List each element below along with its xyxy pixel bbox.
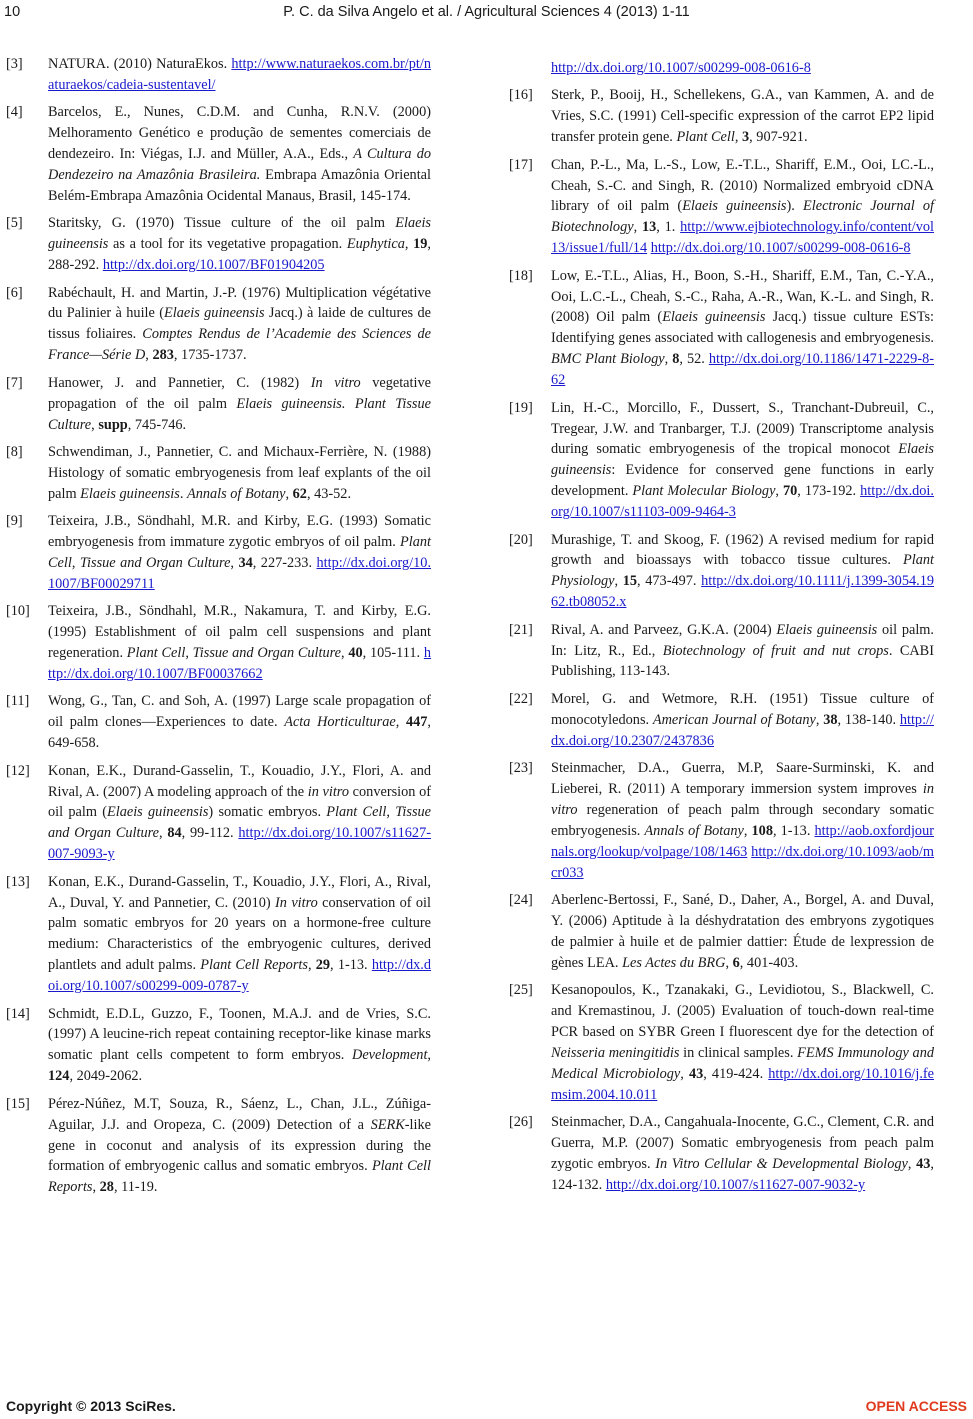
reference-text <box>551 398 934 523</box>
reference-italic-text: Euphytica <box>346 236 405 253</box>
reference-italic-text: FEMS Immunology and Medical Microbiology <box>551 1044 934 1082</box>
reference-italic-text: American Journal of Botany <box>652 711 816 728</box>
reference-entry <box>509 980 934 1105</box>
reference-text-part: : Evidence for conserved gene functions in early development. <box>551 462 934 500</box>
reference-italic-text: Tissue and Organ Culture <box>79 554 231 571</box>
reference-italic-text: Acta Horticulturae <box>284 714 396 731</box>
reference-volume: 43 <box>916 1155 931 1172</box>
reference-volume: 19 <box>413 236 428 253</box>
reference-text-part: , <box>341 645 349 662</box>
reference-text-part: Hanower, J. and Pannetier, C. (1982) <box>48 374 311 391</box>
reference-entry <box>6 872 431 997</box>
reference-text-part: Kesanopoulos, K., Tzanakaki, G., Levidiotou, S., Blackwell, C. and Kremastinou, J. (2005) Evaluation of touch-down real-time PCR based on SYBR Green I fluorescent dye for the detection of <box>551 982 934 1040</box>
reference-text <box>48 761 431 866</box>
reference-volume: supp <box>98 416 128 433</box>
reference-italic-text: Comptes Rendus de l’Academie des Sciences de France—Série D <box>48 326 431 364</box>
reference-text-part: , <box>734 129 742 146</box>
reference-number: [23] <box>509 760 533 777</box>
reference-text-part: , <box>230 554 239 571</box>
reference-text-part: , <box>92 1179 100 1196</box>
reference-text <box>48 442 431 505</box>
reference-text-part: , 124-132. <box>551 1155 934 1193</box>
reference-entry <box>6 511 431 595</box>
reference-text-part: Sterk, P., Booij, H., Schellekens, G.A., van Kammen, A. and de Vries, S.C. (1991) Cell-specific expression of the carrot EP2 lipid transfer protein gene. <box>551 87 934 146</box>
reference-entry <box>509 530 934 614</box>
reference-text-part: Rabéchault, H. and Martin, J.-P. (1976) Multiplication végétative du Palinier à huile ( <box>48 284 431 322</box>
reference-italic-text: Plant Cell <box>126 645 186 662</box>
reference-number: [11] <box>6 693 30 710</box>
reference-text-part: , 1-13. <box>330 957 372 974</box>
reference-text-part: Barcelos, E., Nunes, C.D.M. and Cunha, R.N.V. (2000) Melhoramento Genético e produção de sementes comerciais de dendezeiro. In: Viégas, I.J. and Müller, A.A., Eds., <box>48 104 431 163</box>
reference-text-part: NATURA. (2010) NaturaEkos. <box>48 56 232 72</box>
reference-link[interactable]: http://www.ejbiotechnology.info/content/vol13/issue1/full/14 <box>551 219 934 257</box>
reference-text-part: , 43-52. <box>306 485 352 502</box>
reference-link[interactable]: http://dx.doi.org/10.1093/aob/mcr033 <box>551 843 934 881</box>
reference-text-part: , 2049-2062. <box>69 1068 143 1085</box>
reference-text-part: Chan, P.-L., Ma, L.-S., Low, E.-T.L., Shariff, E.M., Ooi, LC.-L., Cheah, S.-C. and Singh, R. (2010) Normalized embryoid cDNA library of oil palm ( <box>551 156 934 215</box>
reference-text-part: , 52. <box>679 351 709 368</box>
reference-volume: 62 <box>292 485 307 502</box>
reference-text <box>551 530 934 614</box>
reference-volume: 34 <box>238 554 253 571</box>
reference-text <box>48 872 431 997</box>
reference-text-part: , <box>743 822 752 839</box>
reference-text-part: Morel, G. and Wetmore, R.H. (1951) Tissue culture of monocotyledons. <box>551 690 934 728</box>
reference-entry <box>6 1094 431 1199</box>
reference-number: [7] <box>6 374 23 391</box>
reference-italic-text: BMC Plant Biology <box>551 351 665 368</box>
reference-text-part: ) somatic embryos. <box>208 804 327 821</box>
reference-text-part: , 288-292. <box>48 236 431 274</box>
reference-text-part: Jacq.) tissue culture ESTs: Identifying genes associated with callogenesis and embryogenesis. <box>551 309 934 347</box>
reference-text-part: , <box>307 957 316 974</box>
reference-italic-text: Plant Cell <box>676 129 735 146</box>
reference-entry <box>6 691 431 754</box>
reference-text-part: , 745-746. <box>127 416 187 433</box>
reference-text-part: , 1-13. <box>772 822 815 839</box>
reference-number: [15] <box>6 1095 30 1112</box>
reference-italic-text: Annals of Botany <box>644 822 744 839</box>
reference-volume: 43 <box>688 1065 704 1082</box>
reference-text-part: , <box>386 804 396 821</box>
reference-italic-text: Elaeis guineensis <box>551 441 934 479</box>
reference-text-part: Schmidt, E.D.L, Guzzo, F., Toonen, M.A.J. and de Vries, S.C. (1997) A leucine-rich repeat containing receptor-like kinase marks somatic plant cells competent to form embryos. <box>48 1005 431 1064</box>
reference-italic-text: Les Actes du BRG <box>622 954 726 971</box>
reference-volume: 13 <box>641 219 657 236</box>
reference-text-part: , <box>907 1155 917 1172</box>
reference-link[interactable]: http://dx.doi.org/10.1016/j.femsim.2004.10.011 <box>551 1065 934 1103</box>
reference-text-part: , 401-403. <box>739 954 799 971</box>
reference-entry <box>509 398 934 523</box>
reference-link[interactable]: http://dx.doi.org/10.1007/s11103-009-9464-3 <box>551 483 934 521</box>
reference-volume: 124 <box>48 1068 70 1085</box>
reference-italic-text: Tissue and Organ Culture <box>192 645 342 662</box>
reference-number: [21] <box>509 621 533 638</box>
reference-entry <box>509 1112 934 1196</box>
reference-entry <box>509 689 934 752</box>
reference-italic-text: A Cultura do Dendezeiro na Amazônia Brasileira. <box>48 146 431 184</box>
page-header <box>0 4 973 24</box>
reference-text <box>551 620 934 683</box>
reference-text-part: , 227-233. <box>252 554 317 571</box>
reference-text-part: Schwendiman, J., Pannetier, C. and Michaux-Ferrière, N. (1988) Histology of somatic embryogenesis from leaf explants of the oil palm <box>48 443 431 502</box>
open-access-label: OPEN ACCESS <box>865 1398 967 1414</box>
reference-text <box>48 213 431 276</box>
reference-number: [3] <box>6 56 23 72</box>
reference-text-part: Lin, H.-C., Morcillo, F., Dussert, S., Tranchant-Dubreuil, C., Tregear, J.W. and Tranbarger, T.J. (2009) Transcriptome analysis during somatic embryogenesis of the tropical monocot <box>551 399 934 458</box>
reference-italic-text: in vitro <box>551 781 934 818</box>
reference-volume: 15 <box>622 573 638 590</box>
reference-text <box>48 601 431 685</box>
reference-text-part: , <box>185 645 193 662</box>
running-head: P. C. da Silva Angelo et al. / Agricultural Sciences 4 (2013) 1-11 <box>283 4 690 20</box>
reference-text-part: , <box>285 485 293 502</box>
reference-text-part: as a tool for its vegetative propagation. <box>108 236 347 253</box>
reference-number: [13] <box>6 873 30 890</box>
reference-italic-text: Elaeis guineensis. Plant Tissue Culture <box>48 395 431 433</box>
reference-number: [6] <box>6 284 23 301</box>
reference-number: [22] <box>509 690 533 707</box>
reference-number: [26] <box>509 1114 533 1131</box>
reference-number: [17] <box>509 156 533 173</box>
reference-number: [14] <box>6 1005 30 1022</box>
reference-text <box>48 373 431 436</box>
reference-text-part: Pérez-Núñez, M.T, Souza, R., Sáenz, L., Chan, J.L., Zúñiga-Aguilar, J.J. and Oropeza, C. (2009) Detection of a <box>48 1095 431 1133</box>
reference-volume: 28 <box>99 1179 114 1196</box>
reference-text-part: , <box>158 825 168 842</box>
reference-text-part: , <box>633 219 642 236</box>
reference-text-part: , 1735-1737. <box>173 347 247 364</box>
reference-text <box>48 102 431 207</box>
references-right-column <box>509 58 934 1202</box>
reference-text-part: , <box>71 554 80 571</box>
reference-continuation <box>509 58 934 79</box>
reference-link[interactable]: http://dx.doi.org/10.2307/2437836 <box>551 711 934 749</box>
reference-entry <box>509 155 934 260</box>
reference-entry <box>6 373 431 436</box>
reference-text-part: Aberlenc-Bertossi, F., Sané, D., Daher, A., Borgel, A. and Duval, Y. (2006) Aptitude à la déshydratation des embryons zygotiques de palmier à huile et de palmier dattier: Étude de lexpression de gènes LEA. <box>551 892 934 971</box>
reference-entry <box>6 761 431 866</box>
reference-number: [10] <box>6 603 30 620</box>
reference-entry <box>6 601 431 685</box>
reference-link[interactable]: http://dx.doi.org/10.1111/j.1399-3054.1962.tb08052.x <box>551 573 934 611</box>
reference-text-part: ). <box>786 198 804 215</box>
reference-text <box>551 1112 934 1196</box>
reference-number: [4] <box>6 104 23 121</box>
reference-italic-text: Plant Physiology <box>551 552 934 590</box>
reference-number: [8] <box>6 443 23 460</box>
reference-text <box>551 266 934 391</box>
reference-italic-text: Elaeis guineensis <box>682 198 787 215</box>
reference-number: [19] <box>509 399 533 416</box>
reference-volume: 40 <box>348 645 363 662</box>
reference-italic-text: Development <box>352 1047 428 1064</box>
reference-text <box>48 283 431 367</box>
reference-italic-text: SERK <box>370 1116 405 1133</box>
reference-text-part: . CABI Publishing, 113-143. <box>551 642 934 680</box>
reference-link[interactable]: http://dx.doi.org/10.1007/s00299-008-0616-8 <box>650 240 911 257</box>
reference-entry <box>6 54 431 96</box>
reference-italic-text: Tissue and Organ Culture <box>48 804 432 842</box>
reference-volume: 8 <box>672 351 680 368</box>
reference-volume: 6 <box>732 954 740 971</box>
reference-entry <box>6 442 431 505</box>
reference-text-part: , <box>815 711 824 728</box>
reference-text-part: Embrapa Amazônia Oriental Belém-Embrapa Amazônia Ocidental Manaus, Brasil, 145-174. <box>48 167 431 204</box>
reference-text-part: . <box>179 485 187 502</box>
reference-text-part: regeneration of peach palm through secondary somatic embryogenesis. <box>551 801 934 839</box>
reference-text-part: Rival, A. and Parveez, G.K.A. (2004) <box>551 621 777 638</box>
reference-entry <box>509 85 934 148</box>
reference-volume: 447 <box>405 714 428 731</box>
reference-italic-text: Annals of Botany <box>187 485 286 502</box>
reference-text-part: , <box>725 954 733 971</box>
reference-number: [25] <box>509 982 533 999</box>
reference-text-part: , 473-497. <box>637 573 702 590</box>
reference-text-part: , 419-424. <box>703 1065 769 1082</box>
reference-text-part: Staritsky, G. (1970) Tissue culture of the oil palm <box>48 215 396 232</box>
reference-entry <box>6 283 431 367</box>
reference-italic-text: Elaeis guineensis <box>776 621 878 638</box>
reference-number: [16] <box>509 87 533 104</box>
reference-text-part: , <box>680 1065 689 1082</box>
reference-text-part: Steinmacher, D.A., Cangahuala-Inocente, G.C., Clement, C.R. and Guerra, M.P. (2007) Somatic embryogenesis from peach palm zygotic embryos. <box>551 1114 934 1172</box>
reference-text-part: Konan, E.K., Durand-Gasselin, T., Kouadio, J.Y., Flori, A. and Rival, A. (2007) A modeling approach of the <box>48 762 431 800</box>
reference-text-part: Murashige, T. and Skoog, F. (1962) A revised medium for rapid growth and bioassays with tobacco tissue cultures. <box>551 531 934 569</box>
reference-text-part: , 173-192. <box>797 483 861 500</box>
reference-text-part: , 99-112. <box>181 825 239 842</box>
reference-text <box>551 980 934 1105</box>
reference-text-part: , <box>614 573 623 590</box>
reference-italic-text: In vitro <box>310 374 361 391</box>
page-footer <box>0 1398 973 1418</box>
reference-italic-text: Biotechnology of fruit and nut crops <box>662 642 889 659</box>
reference-volume: 84 <box>167 825 182 842</box>
reference-text <box>48 1094 431 1199</box>
reference-text-part: in clinical samples. <box>679 1044 798 1061</box>
reference-text-part: Steinmacher, D.A., Guerra, M.P, Saare-Surminski, K. and Lieberei, R. (2011) A temporary immersion system improves <box>551 760 934 797</box>
reference-link[interactable]: http://dx.doi.org/10.1007/BF01904205 <box>102 257 325 274</box>
reference-text <box>551 890 934 974</box>
reference-italic-text: Electronic Journal of Biotechnology <box>551 198 934 236</box>
reference-text-part: , 105-111. <box>362 645 424 662</box>
reference-text-part: conservation of oil palm somatic embryos for 20 years on a hormone-free culture medium: Characteristics of the embryogenic cultures, derived plantlets and adult palms. <box>48 894 431 974</box>
references-left-column <box>6 54 431 1205</box>
reference-number: [5] <box>6 215 23 232</box>
reference-italic-text: Elaeis guineensis <box>164 305 265 322</box>
reference-text <box>48 1004 431 1088</box>
reference-text <box>551 758 934 883</box>
reference-text-part: , 649-658. <box>48 714 431 752</box>
reference-link[interactable]: http://dx.doi.org/10.1007/s00299-008-0616-8 <box>551 60 811 76</box>
reference-link[interactable]: http://dx.doi.org/10.1007/s00299-009-0787-y <box>48 957 431 995</box>
reference-number: [12] <box>6 762 30 779</box>
reference-text <box>48 511 431 595</box>
reference-text <box>551 155 934 260</box>
reference-text-part: vegetative propagation of the oil palm <box>48 374 431 412</box>
reference-link[interactable]: http://dx.doi.org/10.1007/BF00029711 <box>48 554 432 592</box>
reference-text-part: , <box>404 236 414 253</box>
reference-text-part: Teixeira, J.B., Söndhahl, M.R., Nakamura, T. and Kirby, E.G. (1995) Establishment of oil palm cell suspensions and plant regeneration. <box>48 603 431 662</box>
reference-link[interactable]: http://dx.doi.org/10.1186/1471-2229-8-62 <box>551 351 934 389</box>
reference-volume: 283 <box>152 347 174 364</box>
reference-italic-text: In vitro <box>275 894 318 911</box>
reference-text-part: , <box>664 351 673 368</box>
reference-volume: 3 <box>741 129 750 146</box>
reference-number: [24] <box>509 892 533 909</box>
reference-entry <box>509 890 934 974</box>
reference-link[interactable]: http://dx.doi.org/10.1007/s11627-007-9032-y <box>605 1176 866 1193</box>
reference-volume: 38 <box>823 711 838 728</box>
reference-italic-text: Elaeis guineensis <box>107 804 209 821</box>
reference-volume: 70 <box>783 483 798 500</box>
reference-entry <box>509 266 934 391</box>
reference-text-part: Wong, G., Tan, C. and Soh, A. (1997) Large scale propagation of oil palm clones—Experiences to date. <box>48 693 431 731</box>
reference-entry <box>6 1004 431 1088</box>
reference-link[interactable]: http://dx.doi.org/10.1007/BF00037662 <box>48 645 432 682</box>
reference-link[interactable]: http://dx.doi.org/10.1007/s11627-007-9093-y <box>48 825 431 863</box>
reference-text-part: oil palm. In: Litz, R., Ed., <box>551 621 934 659</box>
reference-text-part: Low, E.-T.L., Alias, H., Boon, S.-H., Shariff, E.M., Tan, C.-Y.A., Ooi, L.C.-L., Cheah, S.-C., Raha, A.-R., Wan, K.-L. and Singh, R. (2008) Oil palm ( <box>551 267 934 326</box>
reference-number: [20] <box>509 531 533 548</box>
reference-text-part: , <box>427 1047 431 1064</box>
reference-link[interactable]: http://www.naturaekos.com.br/pt/naturaekos/cadeia-sustentavel/ <box>48 56 431 93</box>
reference-italic-text: Elaeis guineensis <box>48 215 431 253</box>
reference-text-part: Jacq.) à laide de cultures de tissus foliaires. <box>48 305 431 343</box>
copyright-notice: Copyright © 2013 SciRes. <box>6 1398 176 1414</box>
reference-number: [9] <box>6 513 23 530</box>
reference-text <box>48 54 431 96</box>
reference-entry <box>509 758 934 883</box>
reference-entry <box>509 620 934 683</box>
reference-entry <box>6 213 431 276</box>
reference-text-part: , <box>145 347 153 364</box>
reference-text-part: Konan, E.K., Durand-Gasselin, T., Kouadio, J.Y., Flori, A., Rival, A., Duval, Y. and Pannetier, C. (2010) <box>48 873 431 911</box>
reference-italic-text: Plant Cell Reports <box>200 957 308 974</box>
reference-italic-text: Elaeis guineensis <box>80 485 180 502</box>
reference-text-part: , 138-140. <box>837 711 900 728</box>
reference-italic-text: Elaeis guineensis <box>662 309 766 326</box>
reference-text-part: , <box>775 483 783 500</box>
reference-text <box>48 691 431 754</box>
reference-italic-text: Plant Cell Reports <box>48 1158 432 1196</box>
reference-entry <box>6 102 431 207</box>
reference-italic-text: Neisseria meningitidis <box>551 1044 680 1061</box>
reference-italic-text: in vitro <box>307 783 349 800</box>
reference-volume: 29 <box>315 957 331 974</box>
reference-text <box>551 689 934 752</box>
reference-text <box>551 85 934 148</box>
reference-italic-text: Plant Cell <box>326 804 387 821</box>
reference-italic-text: Plant Molecular Biology <box>632 483 776 500</box>
reference-text-part: -like gene in coconut and analysis of its expression during the formation of embryogenic callus and somatic embryos. <box>48 1116 431 1175</box>
reference-text-part: , <box>395 714 406 731</box>
reference-italic-text: In Vitro Cellular & Developmental Biology <box>655 1155 908 1172</box>
reference-text-part: , 11-19. <box>113 1179 158 1196</box>
reference-volume: 108 <box>751 822 773 839</box>
page-number: 10 <box>4 4 21 20</box>
reference-text-part: , <box>91 416 99 433</box>
reference-text-part: conversion of oil palm ( <box>48 783 431 821</box>
reference-number: [18] <box>509 267 533 284</box>
reference-italic-text: Plant Cell <box>48 534 431 571</box>
reference-text-part: Teixeira, J.B., Söndhahl, M.R. and Kirby, E.G. (1993) Somatic embryogenesis from immature zygotic embryos of oil palm. <box>48 513 431 551</box>
reference-text-part: , 907-921. <box>749 129 808 146</box>
reference-text-part: , 1. <box>656 219 681 236</box>
reference-link[interactable]: http://aob.oxfordjournals.org/lookup/volpage/108/1463 <box>551 822 934 860</box>
